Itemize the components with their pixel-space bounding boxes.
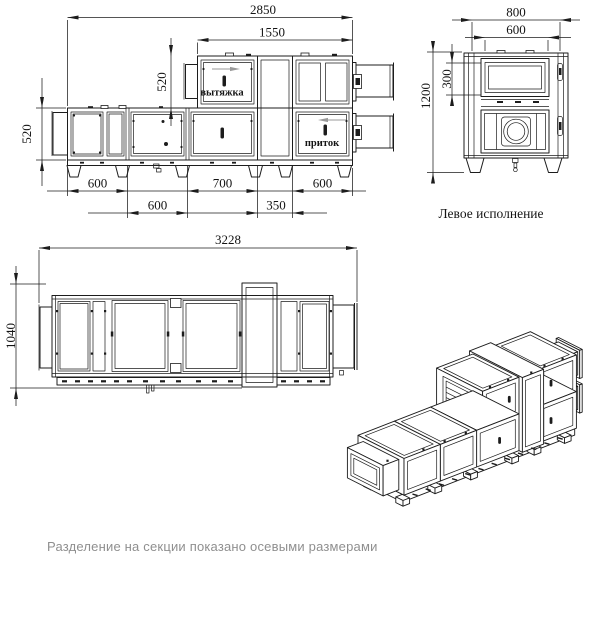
dim-top-300: 300 — [439, 69, 454, 89]
fan-panel — [502, 117, 531, 146]
end-view — [418, 5, 580, 222]
dim-length-3228: 3228 — [215, 232, 241, 247]
supply-flow-arrow-icon — [318, 118, 346, 122]
dim-sec3-700: 700 — [212, 175, 233, 191]
dim-sec2-600: 600 — [147, 197, 168, 213]
isometric-view — [347, 332, 582, 507]
dim-height-520-lower: 520 — [19, 124, 34, 144]
plan-view — [3, 232, 357, 406]
exhaust-flow-arrow-icon — [212, 67, 240, 71]
dim-opening-600: 600 — [506, 22, 526, 37]
caption-left-version: Левое исполнение — [438, 206, 544, 221]
channel-bolts — [62, 380, 325, 382]
label-exhaust: вытяжка — [200, 87, 244, 99]
mid-door-handle — [221, 128, 225, 139]
dim-height-1200: 1200 — [418, 83, 433, 109]
exhaust-door-handle — [223, 76, 227, 87]
dim-sec1-600: 600 — [87, 175, 108, 191]
dim-height-520-upper: 520 — [154, 72, 169, 92]
dim-sec5-600: 600 — [312, 175, 333, 191]
dim-width-800: 800 — [506, 4, 526, 20]
supply-door-handle — [324, 125, 328, 136]
dim-sec4-350: 350 — [266, 197, 286, 213]
legs — [67, 166, 352, 178]
dim-overall-2850: 2850 — [250, 2, 276, 17]
exhaust-duct-connection — [353, 63, 394, 102]
base-frame-bolts — [80, 162, 339, 164]
dim-width-1040: 1040 — [3, 323, 18, 349]
side-view — [19, 2, 394, 218]
end-view-dimensions — [427, 18, 580, 184]
drawing-note: Разделение на секции показано осевыми размерами — [47, 539, 378, 554]
dim-top-1550: 1550 — [259, 24, 285, 40]
supply-duct-connection — [353, 114, 394, 153]
plan-screws — [56, 310, 332, 355]
label-supply: приток — [304, 138, 340, 149]
